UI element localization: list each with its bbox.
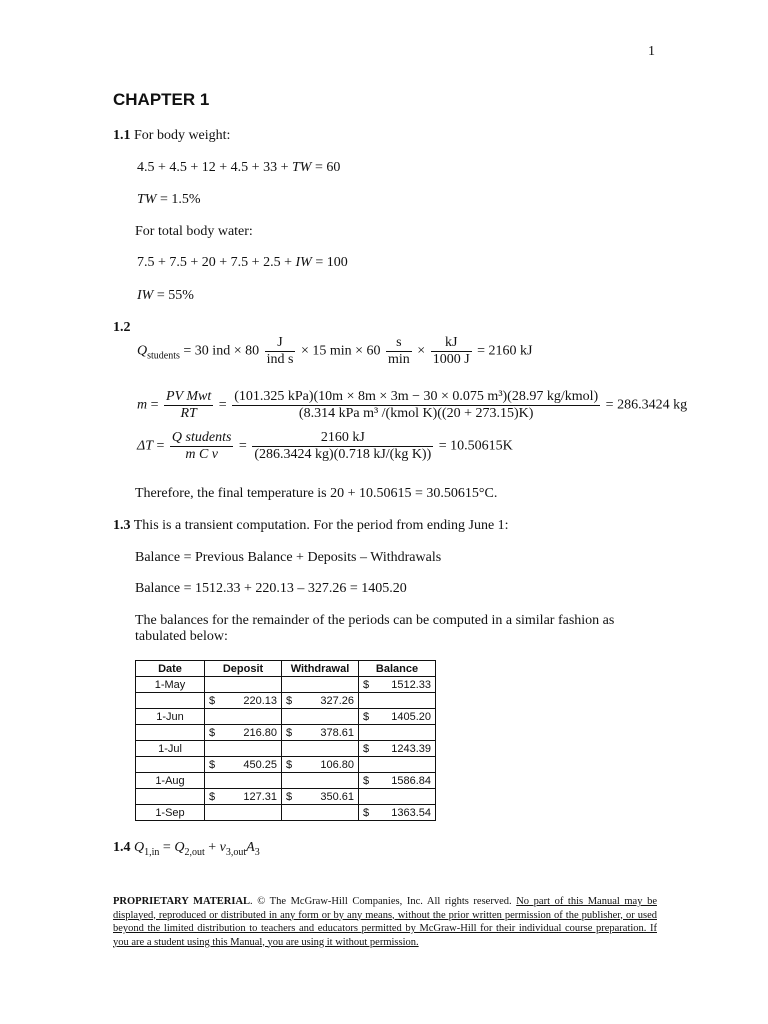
- problem-text: This is a transient computation. For the period from ending June 1:: [133, 518, 509, 533]
- problem-text: For body weight:: [134, 128, 231, 143]
- currency-symbol: $: [286, 790, 293, 803]
- table-cell: [282, 693, 359, 709]
- table-cell: 1-Sep: [136, 805, 205, 821]
- fraction: $\frac{kJ}{1000 J}$: [432, 335, 470, 367]
- table-cell: [136, 725, 205, 741]
- table-cell: [359, 725, 436, 741]
- table-row: [136, 677, 436, 693]
- problem-number: 1.4: [113, 840, 131, 855]
- table-cell: [359, 709, 436, 725]
- fraction: $\frac{2160 kJ}{\text{(286.3424 kg)(0.718 kJ/(kg K))}}$: [254, 430, 432, 462]
- table-row: [136, 693, 436, 709]
- equation-delta-t: ΔT = $\frac{\text{Q students}}{\text{m C v}}$ = $\frac{2160 kJ}{\text{(286.3424 kg)(0.718 kJ/(kg K))}}$ = 10.50615K: [137, 430, 513, 462]
- equation-body-weight: 4.5 + 4.5 + 12 + 4.5 + 33 + TW = 60: [137, 160, 341, 175]
- copyright-footer: [113, 895, 657, 949]
- amount: 378.61: [320, 726, 354, 739]
- table-cell: 1-Jun: [136, 709, 205, 725]
- currency-symbol: $: [209, 694, 216, 707]
- balance-table: [135, 660, 436, 821]
- footer-bold: PROPRIETARY MATERIAL: [113, 896, 251, 907]
- table-cell: [205, 789, 282, 805]
- table-intro-line-2: tabulated below:: [135, 629, 228, 644]
- currency-symbol: $: [209, 726, 216, 739]
- fraction: $\frac{\text{Q students}}{\text{m C v}}$: [171, 430, 232, 462]
- currency-symbol: $: [363, 742, 370, 755]
- page-number: 1: [648, 44, 655, 59]
- table-cell: [359, 773, 436, 789]
- table-cell: 1-May: [136, 677, 205, 693]
- table-cell: [359, 741, 436, 757]
- fraction: $\frac{\text{(101.325 kPa)(10m × 8m × 3m − 30 × 0.075 m³)(28.97 kg/kmol)}}{\text{(8.314 kPa m³ /(kmol K)((20 + 273.15)K)}}$: [234, 389, 599, 421]
- amount: 450.25: [243, 758, 277, 771]
- equation-body-water: 7.5 + 7.5 + 20 + 7.5 + 2.5 + IW = 100: [137, 255, 348, 270]
- table-row: [136, 805, 436, 821]
- table-row: [136, 709, 436, 725]
- problem-number: 1.1: [113, 128, 131, 143]
- table-cell: [359, 757, 436, 773]
- problem-1-4-equation: 1.4 $Q_{1,in} = Q_{2,out} + v_{3,out}A_3$: [113, 840, 260, 858]
- result-tw: TW = 1.5%: [137, 192, 201, 207]
- table-cell: [282, 677, 359, 693]
- table-cell: [282, 789, 359, 805]
- currency-symbol: $: [209, 790, 216, 803]
- currency-symbol: $: [363, 774, 370, 787]
- currency-symbol: $: [286, 694, 293, 707]
- footer-text: . © The McGraw-Hill Companies, Inc. All rights reserved.: [250, 896, 517, 907]
- problem-number: 1.2: [113, 320, 131, 335]
- table-cell: [282, 725, 359, 741]
- table-cell: [359, 789, 436, 805]
- table-cell: 1-Aug: [136, 773, 205, 789]
- table-cell: [282, 773, 359, 789]
- table-cell: [205, 693, 282, 709]
- amount: 1363.54: [391, 806, 431, 819]
- table-cell: [136, 693, 205, 709]
- amount: 216.80: [243, 726, 277, 739]
- footer-underlined: No part of this Manual may be displayed, reproduced or distributed in any form or by any means, without the prior written permission of the publisher, or used beyond the limited distribution to teachers and educators permitted by McGraw-Hill for their individual course preparation. If you are a student using this Manual, you are using it without permission.: [113, 896, 657, 948]
- equation-mass-air: m = $\frac{\text{PV Mwt}}{RT}$ = $\frac{\text{(101.325 kPa)(10m × 8m × 3m − 30 × 0.075 m³)(28.97 kg/kmol)}}{\text{(8.314 kPa m³ /(kmol K)((20 + 273.15)K)}}$ = 286.3424 kg: [137, 389, 688, 421]
- currency-symbol: $: [209, 758, 216, 771]
- table-cell: [282, 709, 359, 725]
- amount: 127.31: [243, 790, 277, 803]
- table-cell: [282, 805, 359, 821]
- amount: 1586.84: [391, 774, 431, 787]
- table-cell: 1-Jul: [136, 741, 205, 757]
- fraction: $\frac{s}{\min}$: [388, 335, 410, 367]
- amount: 327.26: [320, 694, 354, 707]
- column-header: Balance: [359, 661, 436, 677]
- table-row: [136, 725, 436, 741]
- amount: 1405.20: [391, 710, 431, 723]
- fraction: $\frac{J}{\text{ind s}}$: [266, 335, 294, 367]
- result-iw: IW = 55%: [137, 288, 194, 303]
- amount: 1512.33: [391, 678, 431, 691]
- currency-symbol: $: [363, 806, 370, 819]
- table-cell: [359, 805, 436, 821]
- table-cell: [359, 693, 436, 709]
- amount: 106.80: [320, 758, 354, 771]
- problem-1-1-intro: [113, 128, 230, 144]
- currency-symbol: $: [363, 710, 370, 723]
- equation-heat-students: $Q_{students} = 30$ ind × 80 $\frac{J}{\text{ind s}}$ × 15 min × 60 $\frac{s}{\min}$ × $\frac{kJ}{1000 J}$ = 2160 kJ: [137, 335, 533, 367]
- amount: 350.61: [320, 790, 354, 803]
- chapter-title: CHAPTER 1: [113, 90, 210, 109]
- table-cell: [205, 805, 282, 821]
- table-cell: [136, 789, 205, 805]
- table-body: [136, 677, 436, 821]
- currency-symbol: $: [363, 678, 370, 691]
- currency-symbol: $: [286, 726, 293, 739]
- amount: 220.13: [243, 694, 277, 707]
- table-cell: [205, 725, 282, 741]
- table-row: [136, 757, 436, 773]
- currency-symbol: $: [286, 758, 293, 771]
- table-cell: [205, 709, 282, 725]
- table-header-row: [136, 661, 436, 677]
- table-cell: [282, 757, 359, 773]
- table-cell: [359, 677, 436, 693]
- amount: 1243.39: [391, 742, 431, 755]
- table-row: [136, 741, 436, 757]
- problem-1-3-intro: [113, 518, 509, 534]
- problem-number: 1.3: [113, 518, 131, 533]
- column-header: Date: [136, 661, 205, 677]
- text-total-body-water: For total body water:: [135, 224, 253, 239]
- table-intro-line-1: The balances for the remainder of the periods can be computed in a similar fashion as: [135, 613, 615, 628]
- column-header: Withdrawal: [282, 661, 359, 677]
- fraction: $\frac{\text{PV Mwt}}{RT}$: [166, 389, 212, 421]
- table-cell: [136, 757, 205, 773]
- table-cell: [282, 741, 359, 757]
- table-cell: [205, 773, 282, 789]
- balance-formula: Balance = Previous Balance + Deposits – Withdrawals: [135, 550, 442, 565]
- table-cell: [205, 677, 282, 693]
- table-cell: [205, 741, 282, 757]
- table-cell: [205, 757, 282, 773]
- conclusion-text: Therefore, the final temperature is 20 + 10.50615 = 30.50615°C.: [135, 486, 498, 501]
- balance-calculation: Balance = 1512.33 + 220.13 – 327.26 = 1405.20: [135, 581, 407, 596]
- table-row: [136, 789, 436, 805]
- table-row: [136, 773, 436, 789]
- column-header: Deposit: [205, 661, 282, 677]
